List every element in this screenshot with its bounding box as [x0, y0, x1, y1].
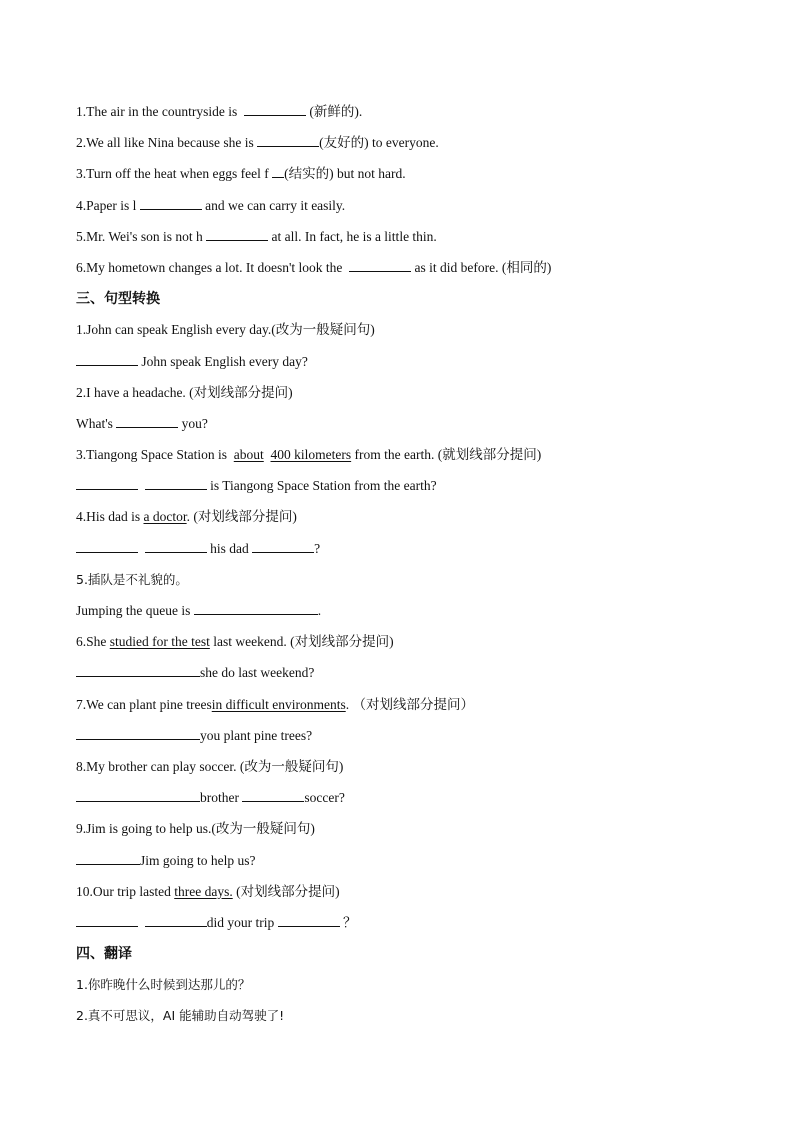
answer-text: did your trip	[206, 914, 275, 930]
answer-text: you?	[181, 415, 208, 431]
question-text: 6.She	[76, 634, 107, 650]
transform-question-1: 1.John can speak English every day.(改为一般疑问句)	[76, 322, 375, 338]
answer-blank[interactable]	[272, 164, 284, 178]
question-text: from the earth. (就划线部分提问)	[354, 447, 542, 463]
answer-line-6	[76, 662, 726, 693]
answer-text: ?	[314, 540, 321, 556]
answer-blank[interactable]	[76, 851, 140, 865]
transform-question-10	[76, 881, 726, 912]
answer-blank[interactable]	[257, 133, 319, 147]
answer-blank[interactable]	[76, 539, 138, 553]
transform-question-6	[76, 631, 726, 662]
question-text: 3.Tiangong Space Station is	[76, 447, 228, 463]
item-text: 2.We all like Nina because she is	[76, 135, 254, 151]
answer-text: is Tiangong Space Station from the earth?	[210, 478, 437, 494]
answer-blank[interactable]	[242, 788, 304, 802]
answer-blank[interactable]	[140, 196, 202, 210]
item-text: and we can carry it easily.	[205, 197, 346, 213]
question-text: . (对划线部分提问)	[186, 509, 297, 525]
answer-text: she do last weekend?	[200, 665, 315, 681]
answer-blank[interactable]	[206, 227, 268, 241]
answer-blank[interactable]	[76, 788, 200, 802]
answer-blank[interactable]	[145, 913, 207, 927]
transform-question-8: 8.My brother can play soccer. (改为一般疑问句)	[76, 758, 344, 774]
item-text: (结实的) but not hard.	[284, 166, 406, 182]
question-text: . （对划线部分提问）	[345, 696, 474, 712]
transform-question-7	[76, 694, 726, 725]
answer-line-9	[76, 850, 726, 881]
question-text: 7.We can plant pine trees	[76, 696, 212, 712]
underlined-text: 400 kilometers	[270, 447, 352, 463]
answer-line-7	[76, 725, 726, 756]
item-text: as it did before. (相同的)	[414, 259, 552, 275]
answer-blank[interactable]	[145, 476, 207, 490]
item-text: 4.Paper is l	[76, 197, 137, 213]
answer-text: John speak English every day?	[141, 353, 308, 369]
answer-text: you plant pine trees?	[200, 727, 313, 743]
translation-item-1: 1.你昨晚什么时候到达那儿的？	[76, 977, 251, 993]
answer-blank[interactable]	[278, 913, 340, 927]
answer-text: his dad	[210, 540, 249, 556]
answer-blank[interactable]	[76, 913, 138, 927]
answer-blank[interactable]	[194, 601, 318, 615]
underlined-text: studied for the test	[109, 634, 210, 650]
answer-text: Jumping the queue is	[76, 603, 191, 618]
item-text: 1.The air in the countryside is	[76, 104, 238, 119]
answer-text: Jim going to help us?	[140, 852, 256, 868]
underlined-text: about	[233, 447, 264, 463]
question-text: last weekend. (对划线部分提问)	[213, 634, 394, 650]
transform-question-3	[76, 444, 726, 475]
item-text: 3.Turn off the heat when eggs feel f	[76, 166, 269, 182]
answer-blank[interactable]	[76, 663, 200, 677]
answer-text: brother	[200, 790, 239, 806]
answer-blank[interactable]	[349, 258, 411, 272]
answer-text: ？	[343, 914, 357, 930]
answer-blank[interactable]	[252, 539, 314, 553]
fill-item-5	[76, 226, 726, 257]
underlined-text: three days.	[174, 883, 233, 899]
question-text: (对划线部分提问)	[236, 883, 340, 899]
transform-question-9: 9.Jim is going to help us.(改为一般疑问句)	[76, 821, 315, 837]
fill-item-6	[76, 257, 726, 288]
fill-item-1	[76, 101, 726, 132]
transform-question-2: 2.I have a headache. (对划线部分提问)	[76, 384, 293, 400]
answer-text: soccer?	[304, 790, 345, 806]
transform-question-4	[76, 506, 726, 537]
answer-line-4	[76, 538, 726, 569]
answer-line-8	[76, 787, 726, 818]
section-heading: 三、句型转换	[76, 291, 160, 308]
answer-line-1	[76, 351, 726, 382]
answer-text: What's	[76, 415, 113, 431]
underlined-text: a doctor	[143, 509, 187, 525]
underlined-text: in difficult environments	[211, 696, 346, 712]
question-text: 10.Our trip lasted	[76, 883, 171, 899]
section-heading: 四、翻译	[76, 946, 132, 963]
fill-item-2	[76, 132, 726, 163]
answer-blank[interactable]	[76, 476, 138, 490]
answer-blank[interactable]	[145, 539, 207, 553]
answer-line-3	[76, 475, 726, 506]
answer-line-2	[76, 413, 726, 444]
answer-blank[interactable]	[76, 726, 200, 740]
exercise-content	[76, 101, 726, 1037]
answer-line-10	[76, 912, 726, 943]
answer-blank[interactable]	[244, 102, 306, 116]
answer-line-5	[76, 600, 726, 631]
answer-blank[interactable]	[116, 414, 178, 428]
item-text: (友好的) to everyone.	[319, 135, 439, 151]
question-text: 4.His dad is	[76, 509, 141, 525]
translation-item-2: 2.真不可思议，AI 能辅助自动驾驶了!	[76, 1008, 285, 1024]
transform-question-5: 5.插队是不礼貌的。	[76, 571, 188, 587]
item-text: (新鲜的).	[309, 104, 363, 119]
fill-item-3	[76, 163, 726, 194]
answer-text: .	[317, 603, 322, 618]
fill-item-4	[76, 195, 726, 226]
item-text: 5.Mr. Wei's son is not h	[76, 228, 203, 244]
answer-blank[interactable]	[76, 352, 138, 366]
item-text: at all. In fact, he is a little thin.	[271, 228, 437, 244]
item-text: 6.My hometown changes a lot. It doesn't look the	[76, 259, 343, 275]
